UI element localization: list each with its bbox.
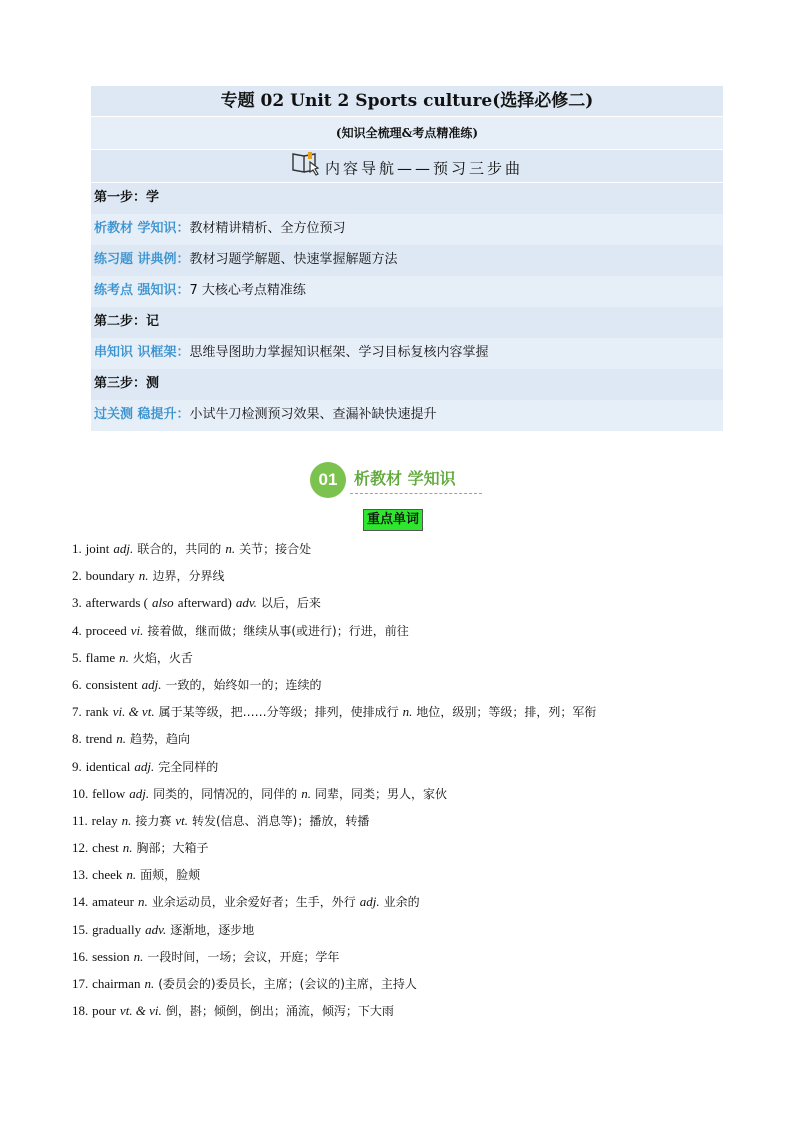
vocab-number: 12. [72,840,89,856]
vocab-meaning: 业余的 [383,895,420,910]
vocab-meaning: 边界，分界线 [152,569,225,584]
nav-title: 内容导航——预习三步曲 [324,159,523,178]
vocab-meaning: 业余运动员，业余爱好者；生手，外行 [151,895,356,910]
vocab-meaning: 一致的，始终如一的；连续的 [165,677,322,692]
header-banner [91,86,723,452]
vocab-word: fellow [92,785,126,801]
step-row [91,276,723,307]
vocab-meaning: 面颊，脸颊 [140,868,201,883]
vocab-meaning: 以后，后来 [260,596,321,611]
part-of-speech: n. [144,976,155,991]
vocab-item [72,592,732,619]
step-row [91,369,723,400]
vocab-item [72,973,732,1000]
vocab-item [72,538,732,565]
vocab-word: flame [85,649,116,665]
vocab-word: boundary [85,568,135,584]
nav-row [91,150,723,182]
vocab-meaning: 同辈，同类；男人，家伙 [314,786,447,801]
vocab-number: 9. [72,758,82,774]
vocab-meaning: 属于某等级，把……分等级；排列，使排成行 [158,705,399,720]
vocab-number: 17. [72,976,89,991]
step-key: 练习题 讲典例： [94,252,190,267]
vocab-meaning: 联合的，共同的 [137,542,222,556]
title-row [91,86,723,116]
vocab-word: chairman [92,976,141,991]
part-of-speech: n. [121,812,132,828]
step-text: 思维导图助力掌握知识框架、学习目标复核内容掌握 [189,345,489,360]
part-of-speech: n. [225,541,236,556]
part-of-speech: n. [402,704,413,720]
step-item [91,400,723,430]
vocab-meaning: 趋势，趋向 [130,732,191,747]
step-key: 串知识 识框架： [94,345,190,360]
vocab-word: amateur [92,894,134,910]
vocab-meaning: 地位，级别；等级；排，列；军衔 [416,705,597,720]
part-of-speech: n. [122,840,133,856]
part-of-speech: adj. [141,676,162,692]
vocab-word: chest [92,840,119,856]
vocab-word: pour [92,1003,116,1019]
vocab-word: session [92,948,130,964]
section-heading [310,462,490,498]
step-heading: 第二步：记 [94,314,160,329]
step-row [91,338,723,369]
vocab-number: 15. [72,921,89,937]
section-title: 析教材 学知识 [354,469,456,488]
part-of-speech: n. [301,785,311,801]
vocabulary-list [72,538,732,1027]
vocab-meaning: 转发(信息、消息等)；播放，转播 [192,813,370,828]
vocab-word: afterwards ( [85,595,149,611]
vocab-word: relay [91,812,118,828]
vocab-item [72,837,732,864]
step-row [91,245,723,276]
vocab-meaning: (委员会的)委员长，主席；(会议的)主席，主持人 [158,977,417,991]
vocab-meaning: 逐渐地，逐步地 [170,922,255,937]
vocab-meaning: 同类的，同情况的，同伴的 [153,786,298,801]
vocab-number: 13. [72,867,89,883]
step-row [91,214,723,245]
vocab-number: 16. [72,948,89,964]
part-of-speech: n. [133,948,144,964]
vocab-meaning: 接力赛 [135,813,172,828]
vocab-number: 8. [72,731,82,747]
book-pointer-icon [291,150,321,187]
vocab-word: rank [85,704,109,720]
part-of-speech: n. [119,649,129,665]
vocab-number: 1. [72,541,82,556]
step-item [91,214,723,244]
vocab-word: joint [85,541,110,556]
vocab-meaning: 倒，斟；倾倒，倒出；涌流，倾泻；下大雨 [165,1004,394,1019]
step-row [91,400,723,431]
page-subtitle: (知识全梳理&考点精准练) [335,126,479,140]
part-of-speech: adv. [235,595,257,611]
vocab-number: 7. [72,704,82,720]
step-text: 7 大核心考点精准练 [189,283,306,298]
step-row [91,307,723,338]
vocab-number: 10. [72,785,89,801]
vocab-item [72,756,732,783]
vocab-item [72,728,732,755]
vocab-word: identical [85,758,131,774]
vocab-number: 2. [72,568,82,584]
part-of-speech: adj. [129,785,150,801]
vocab-number: 5. [72,649,82,665]
vocab-item [72,647,732,674]
step-item [91,276,723,306]
step-item [91,245,723,275]
step-key: 析教材 学知识： [94,221,190,236]
vocab-item [72,1000,732,1027]
vocab-item [72,864,732,891]
part-of-speech: adj. [134,758,155,774]
vocab-number: 4. [72,622,82,638]
vocab-word: trend [85,731,113,747]
vocab-item [72,620,732,647]
section-number-badge: 01 [310,462,346,498]
part-of-speech: n. [138,568,149,584]
vocab-word: proceed [85,622,127,638]
part-of-speech: n. [126,867,137,883]
vocab-meaning: 火焰，火舌 [132,650,193,665]
vocab-item [72,565,732,592]
vocab-meaning: 关节；接合处 [239,542,312,556]
content-navigation [91,150,723,187]
part-of-speech: adj. [359,894,380,910]
vocab-word: consistent [85,676,138,692]
step-row [91,183,723,214]
step-text: 教材习题学解题、快速掌握解题方法 [189,252,398,267]
vocab-word: cheek [92,867,123,883]
vocab-meaning: 一段时间，一场；会议，开庭；学年 [147,949,340,964]
vocab-item [72,891,732,918]
vocab-number: 11. [72,812,88,828]
vocab-word: gradually [92,921,142,937]
part-of-speech: n. [116,731,127,747]
vocab-meaning: 完全同样的 [158,759,219,774]
vocab-item [72,946,732,973]
part-of-speech: vt. [175,812,188,828]
step-heading: 第一步：学 [94,190,160,205]
step-heading: 第三步：测 [94,376,160,391]
step-key: 过关测 稳提升： [94,407,190,422]
part-of-speech: n. [137,894,148,910]
vocab-word: afterward) [177,595,232,611]
vocab-item [72,783,732,810]
part-of-speech: adv. [145,921,167,937]
vocab-item [72,919,732,946]
part-of-speech: also [152,595,174,611]
step-text: 教材精讲精析、全方位预习 [189,221,346,236]
vocab-number: 14. [72,894,89,910]
part-of-speech: adj. [113,541,134,556]
vocab-number: 18. [72,1003,89,1019]
vocab-number: 3. [72,595,82,611]
step-key: 练考点 强知识： [94,283,190,298]
section-underline [350,493,482,494]
step-text: 小试牛刀检测预习效果、查漏补缺快速提升 [189,407,437,422]
step-item [91,338,723,368]
vocab-item [72,674,732,701]
key-words-tag: 重点单词 [363,509,423,531]
vocab-item [72,701,732,728]
vocab-number: 6. [72,676,82,692]
part-of-speech: vt. & vi. [119,1003,162,1019]
subtitle-row [91,117,723,149]
vocab-item [72,810,732,837]
part-of-speech: vi. [130,622,144,638]
part-of-speech: vi. & vt. [112,704,155,720]
page-title: 专题 02 Unit 2 Sports culture(选择必修二) [220,91,594,111]
vocab-meaning: 胸部；大箱子 [136,841,209,856]
vocab-meaning: 接着做，继而做；继续从事(或进行)；行进，前往 [147,623,409,638]
